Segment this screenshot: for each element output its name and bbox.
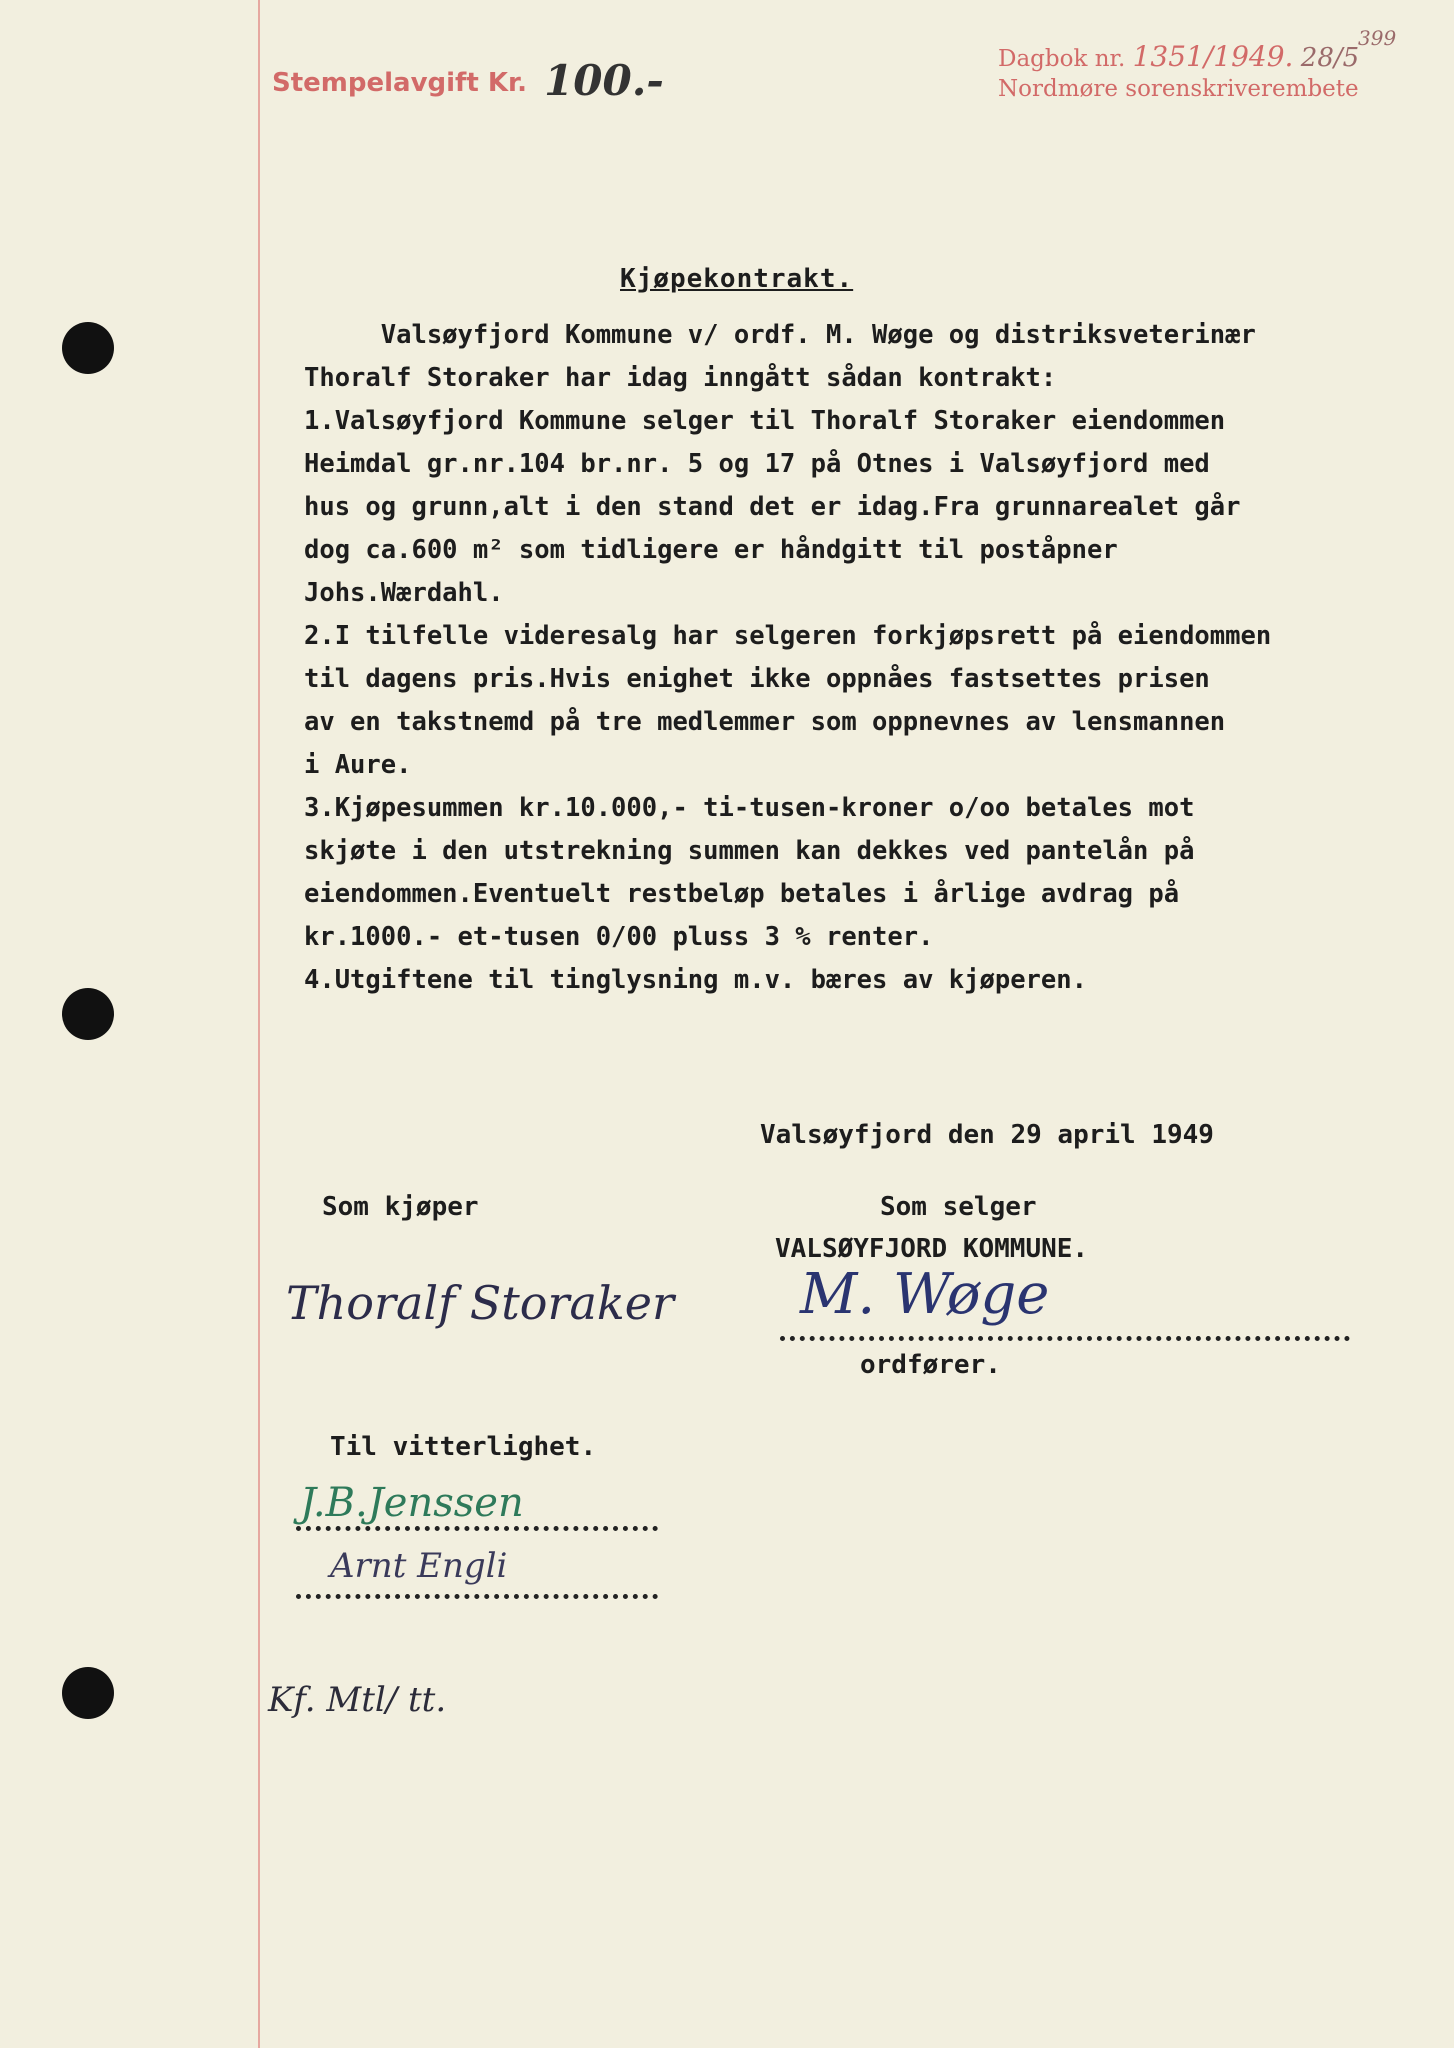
- buyer-signature: Thoralf Storaker: [286, 1276, 674, 1330]
- body-line: Johs.Wærdahl.: [304, 578, 504, 608]
- stamp-duty-label: Stempelavgift Kr.: [272, 68, 527, 98]
- margin-line: [258, 0, 260, 2048]
- body-line: i Aure.: [304, 750, 412, 780]
- seller-name: VALSØYFJORD KOMMUNE.: [775, 1234, 1089, 1264]
- body-line: Heimdal gr.nr.104 br.nr. 5 og 17 på Otnes i Valsøyfjord med: [304, 449, 1210, 479]
- body-line: eiendommen.Eventuelt restbeløp betales i årlige avdrag på: [304, 879, 1180, 909]
- place-date: Valsøyfjord den 29 april 1949: [760, 1120, 1214, 1150]
- body-line: hus og grunn,alt i den stand det er idag.Fra grunnarealet går: [304, 492, 1241, 522]
- journal-date: 28/5: [1300, 43, 1360, 73]
- body-line: kr.1000.- et-tusen 0/00 pluss 3 % renter.: [304, 922, 934, 952]
- seller-label: Som selger: [880, 1192, 1037, 1222]
- body-line: 1.Valsøyfjord Kommune selger til Thoralf Storaker eiendommen: [304, 406, 1226, 436]
- punch-hole: [62, 988, 114, 1040]
- witness-2-signature: Arnt Engli: [330, 1546, 508, 1586]
- page-number: 399: [1358, 26, 1397, 50]
- body-line: skjøte i den utstrekning summen kan dekkes ved pantelån på: [304, 836, 1195, 866]
- punch-hole: [62, 322, 114, 374]
- body-line: 3.Kjøpesummen kr.10.000,- ti-tusen-kroner o/oo betales mot: [304, 793, 1195, 823]
- punch-hole: [62, 1667, 114, 1719]
- body-line: til dagens pris.Hvis enighet ikke oppnåes fastsettes prisen: [304, 664, 1210, 694]
- seller-title: ordfører.: [860, 1350, 1001, 1380]
- journal-stamp: [998, 40, 1359, 73]
- body-line: dog ca.600 m² som tidligere er håndgitt til poståpner: [304, 535, 1118, 565]
- stamp-duty-amount: 100.-: [544, 56, 664, 105]
- office-name: Nordmøre sorenskriverembete: [998, 76, 1359, 102]
- document-title: Kjøpekontrakt.: [620, 264, 854, 294]
- body-line: Thoralf Storaker har idag inngått sådan kontrakt:: [304, 363, 1057, 393]
- seller-signature-line: [780, 1336, 1350, 1341]
- contract-body: [304, 320, 1424, 1008]
- witness-1-signature: J.B.Jenssen: [300, 1480, 524, 1526]
- seller-signature: M. Wøge: [800, 1262, 1050, 1327]
- body-line: av en takstnemd på tre medlemmer som oppnevnes av lensmannen: [304, 707, 1226, 737]
- journal-label: Dagbok nr.: [998, 46, 1126, 72]
- buyer-label: Som kjøper: [322, 1192, 479, 1222]
- registration-note: Kf. Mtl/ tt.: [268, 1680, 447, 1720]
- body-line: 4.Utgiftene til tinglysning m.v. bæres av kjøperen.: [304, 965, 1087, 995]
- witness-label: Til vitterlighet.: [330, 1432, 597, 1462]
- witness-1-line: [296, 1526, 658, 1531]
- stamp-duty-stamp: [272, 52, 664, 105]
- body-line: 2.I tilfelle videresalg har selgeren forkjøpsrett på eiendommen: [304, 621, 1272, 651]
- journal-number: 1351/1949.: [1132, 40, 1294, 73]
- body-line: Valsøyfjord Kommune v/ ordf. M. Wøge og distriksveterinær: [304, 320, 1256, 350]
- witness-2-line: [296, 1594, 658, 1599]
